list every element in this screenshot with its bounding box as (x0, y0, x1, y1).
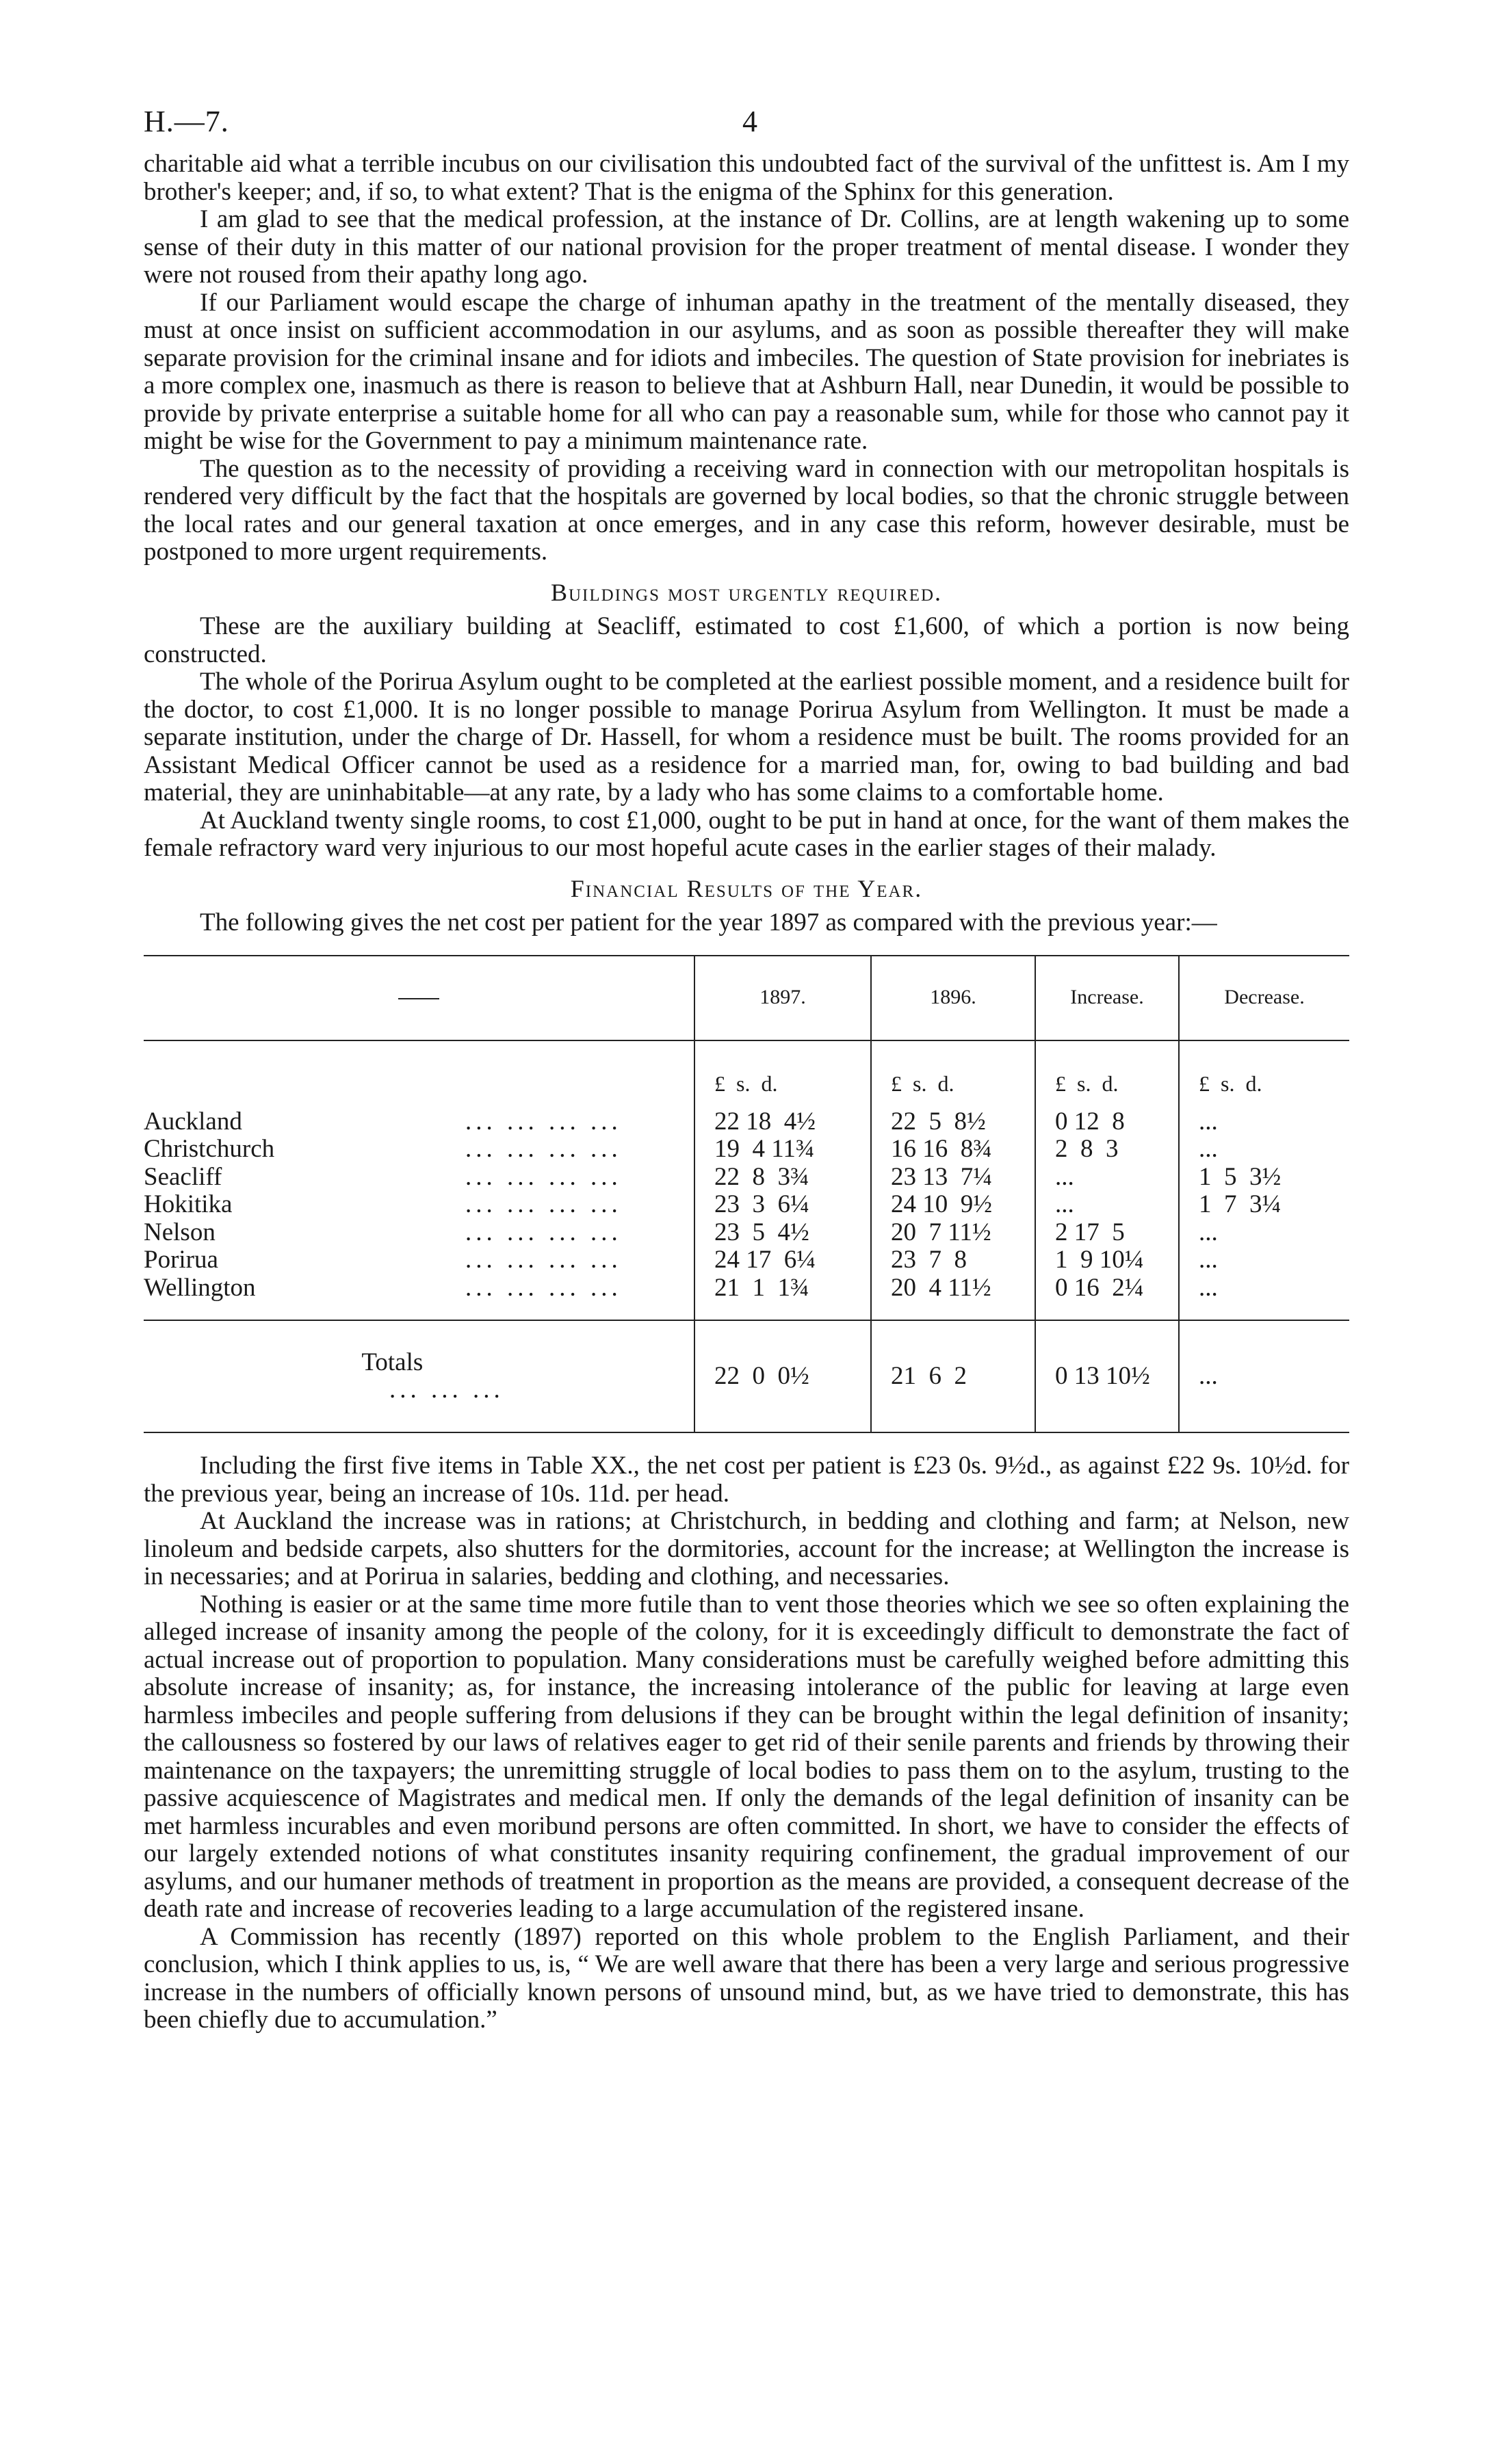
page-header (144, 103, 1349, 150)
asylum-name: Porirua (144, 1246, 218, 1274)
paragraph: The question as to the necessity of providing a receiving ward in connection with our metropolitan hospitals is rendered very difficult by the fact that the hospitals are governed by local bodies, so that the chronic struggle between the local rates and our general taxation at once emerges, and in any case this reform, however desirable, must be postponed to more urgent requirements. (144, 454, 1349, 566)
cell-1897: 23 5 4½ (694, 1219, 871, 1247)
totals-row (144, 1320, 1349, 1432)
cell-decrease: ... (1179, 1136, 1349, 1164)
cell-1896: 20 4 11½ (871, 1274, 1035, 1321)
leader-dots: ... ... ... ... (465, 1162, 622, 1191)
section-intro (144, 150, 1349, 566)
table-row (144, 1136, 1349, 1164)
asylum-name: Seacliff (144, 1162, 222, 1191)
heading-buildings: Buildings most urgently required. (550, 578, 943, 606)
asylum-name: Auckland (144, 1107, 242, 1136)
asylum-name: Hokitika (144, 1190, 233, 1218)
cell-increase: 0 12 8 (1035, 1108, 1179, 1136)
document-reference: H.—7. (144, 105, 229, 138)
leader-dots: ... ... ... (389, 1376, 504, 1404)
total-1896: 21 6 2 (871, 1320, 1035, 1432)
column-header: Decrease. (1179, 956, 1349, 1040)
cell-1896: 24 10 9½ (871, 1191, 1035, 1219)
cell-increase: ... (1035, 1191, 1179, 1219)
cell-1896: 22 5 8½ (871, 1108, 1035, 1136)
asylum-name: Nelson (144, 1218, 216, 1246)
cell-1897: 24 17 6¼ (694, 1246, 871, 1274)
cell-decrease: 1 5 3½ (1179, 1164, 1349, 1192)
leader-dots: ... ... ... ... (465, 1190, 622, 1218)
cell-decrease: 1 7 3¼ (1179, 1191, 1349, 1219)
paragraph: Including the first five items in Table XX., the net cost per patient is £23 0s. 9½d., as against £22 9s. 10½d. for the previous year, being an increase of 10s. 11d. per head. (144, 1452, 1349, 1508)
document-page (144, 103, 1349, 2034)
cell-increase: ... (1035, 1164, 1179, 1192)
paragraph: Nothing is easier or at the same time more futile than to vent those theories which we see so often explaining the alleged increase of insanity among the people of the colony, for it is exceedingly difficult to demonstrate the fact of actual increase out of proportion to population. Many considerations must be carefully weighed before admitting this absolute increase of insanity; as, for instance, the increasing intolerance of the public for leaving at large even harmless imbeciles and people suffering from delusions if they can be brought within the legal definition of insanity; the callousness so fostered by our laws of relatives eager to get rid of their senile parents and friends by throwing their maintenance on the taxpayers; the unremitting struggle of local bodies to pass them on to the asylum, trusting to the passive acquiescence of Magistrates and medical men. If only the demands of the legal definition of insanity can be met harmless incurables and even moribund persons are often committed. In short, we have to consider the effects of our largely extended notions of what constitutes insanity requiring confinement, the gradual improvement of our asylums, and our humaner methods of treatment in proportion as the means are provided, a consequent decrease of the death rate and increase of recoveries leading to a large accumulation of the registered insane. (144, 1590, 1349, 1923)
asylum-name: Wellington (144, 1273, 256, 1302)
table-header-blank (144, 956, 694, 1040)
paragraph: I am glad to see that the medical profession, at the instance of Dr. Collins, are at length wakening up to some sense of their duty in this matter of our national provision for the proper treatment of mental disease. I wonder they were not roused from their apathy long ago. (144, 205, 1349, 289)
cell-increase: 0 16 2¼ (1035, 1274, 1179, 1321)
cell-1896: 20 7 11½ (871, 1219, 1035, 1247)
cell-1897: 19 4 11¾ (694, 1136, 871, 1164)
table-row (144, 1246, 1349, 1274)
paragraph: charitable aid what a terrible incubus on our civilisation this undoubted fact of the survival of the unfittest is. Am I my brother's keeper; and, if so, to what extent? That is the enigma of the Sphinx for this generation. (144, 150, 1349, 206)
section-after-table (144, 1452, 1349, 2034)
column-header: 1897. (694, 956, 871, 1040)
cell-increase: 2 17 5 (1035, 1219, 1179, 1247)
column-header: 1896. (871, 956, 1035, 1040)
paragraph: If our Parliament would escape the charge of inhuman apathy in the treatment of the mentally diseased, they must at once insist on sufficient accommodation in our asylums, and as soon as possible thereafter they will make separate provision for the criminal insane and for idiots and imbeciles. The question of State provision for inebriates is a more complex one, inasmuch as there is reason to believe that at Ashburn Hall, near Dunedin, it would be possible to provide by private enterprise a suitable home for all who can pay a reasonable sum, while for those who cannot pay it might be wise for the Government to pay a minimum maintenance rate. (144, 288, 1349, 455)
cell-1896: 23 13 7¼ (871, 1164, 1035, 1192)
cell-1896: 16 16 8¾ (871, 1136, 1035, 1164)
total-increase: 0 13 10½ (1035, 1320, 1179, 1432)
cell-decrease: ... (1179, 1108, 1349, 1136)
cell-1897: 22 18 4½ (694, 1108, 871, 1136)
cell-1897: 22 8 3¾ (694, 1164, 871, 1192)
leader-dots: ... ... ... ... (465, 1218, 622, 1246)
units-row (144, 1040, 1349, 1108)
total-decrease: ... (1179, 1320, 1349, 1432)
paragraph: At Auckland the increase was in rations; at Christchurch, in bedding and clothing and farm; at Nelson, new linoleum and bedside carpets, also shutters for the dormitories, account for the increase; at Wellington the increase is in necessaries; and at Porirua in salaries, bedding and clothing, and necessaries. (144, 1507, 1349, 1590)
cell-increase: 2 8 3 (1035, 1136, 1179, 1164)
paragraph: The whole of the Porirua Asylum ought to be completed at the earliest possible moment, and a residence built for the doctor, to cost £1,000. It is no longer possible to manage Porirua Asylum from Wellington. It must be made a separate institution, under the charge of Dr. Hassell, for whom a residence must be built. The rooms provided for an Assistant Medical Officer cannot be used as a residence for a married man, for, owing to bad building and bad material, they are uninhabitable—at any rate, by a lady who has some claims to a comfortable home. (144, 668, 1349, 807)
section-buildings (144, 613, 1349, 863)
table-row (144, 1191, 1349, 1219)
leader-dots: ... ... ... ... (465, 1135, 622, 1163)
cell-decrease: ... (1179, 1246, 1349, 1274)
table-intro: The following gives the net cost per patient for the year 1897 as compared with the previous year:— (200, 908, 1217, 936)
cost-table (144, 955, 1349, 1434)
cell-decrease: ... (1179, 1219, 1349, 1247)
leader-dots: ... ... ... ... (465, 1246, 622, 1274)
paragraph: A Commission has recently (1897) reported on this whole problem to the English Parliament, and their conclusion, which I think applies to us, is, “ We are well aware that there has been a very large and serious progressive increase in the numbers of officially known persons of unsound mind, but, as we have tried to demonstrate, this has been chiefly due to accumulation.” (144, 1922, 1349, 2034)
cell-decrease: ... (1179, 1274, 1349, 1321)
table-row (144, 1274, 1349, 1321)
units-label: £ s. d. (871, 1040, 1035, 1108)
units-label: £ s. d. (694, 1040, 871, 1108)
page-number: 4 (742, 105, 757, 138)
paragraph: At Auckland twenty single rooms, to cost £1,000, ought to be put in hand at once, for the want of them makes the female refractory ward very injurious to our most hopeful acute cases in the earlier stages of their malady. (144, 806, 1349, 862)
table-row (144, 1219, 1349, 1247)
asylum-name: Christchurch (144, 1135, 275, 1163)
units-label: £ s. d. (1179, 1040, 1349, 1108)
cell-1896: 23 7 8 (871, 1246, 1035, 1274)
cell-1897: 23 3 6¼ (694, 1191, 871, 1219)
table-row (144, 1108, 1349, 1136)
totals-label: Totals (361, 1348, 424, 1376)
paragraph: These are the auxiliary building at Seacliff, estimated to cost £1,600, of which a portion is now being constructed. (144, 612, 1349, 668)
heading-financial: Financial Results of the Year. (570, 874, 923, 902)
column-header: Increase. (1035, 956, 1179, 1040)
table-header-row (144, 956, 1349, 1040)
leader-dots: ... ... ... ... (465, 1107, 622, 1136)
units-label: £ s. d. (1035, 1040, 1179, 1108)
cell-increase: 1 9 10¼ (1035, 1246, 1179, 1274)
cell-1897: 21 1 1¾ (694, 1274, 871, 1321)
total-1897: 22 0 0½ (694, 1320, 871, 1432)
table-row (144, 1164, 1349, 1192)
leader-dots: ... ... ... ... (465, 1273, 622, 1302)
